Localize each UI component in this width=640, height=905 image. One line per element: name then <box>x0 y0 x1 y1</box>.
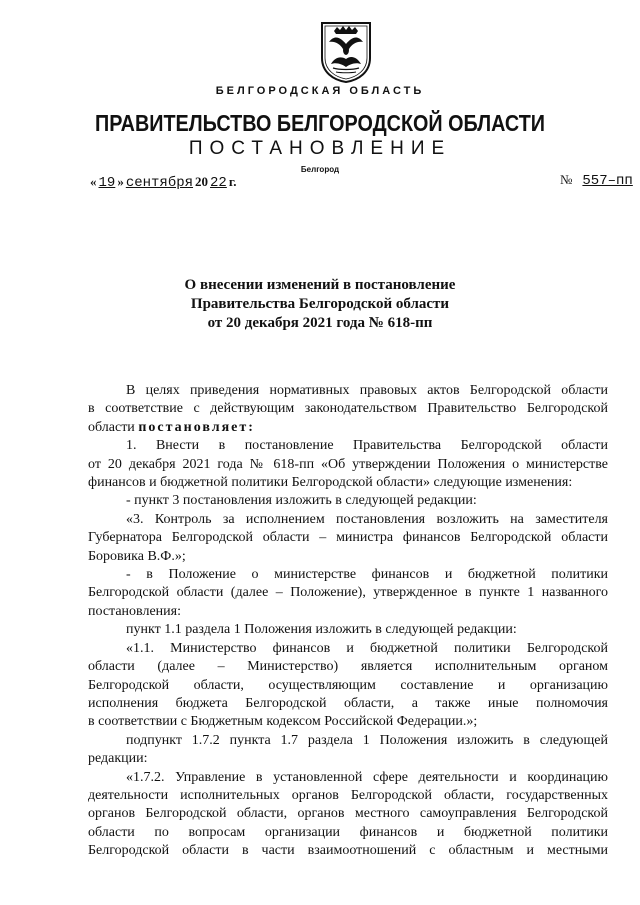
body-line: подпункт 1.7.2 пункта 1.7 раздела 1 Положения изложить в следующей <box>126 732 608 748</box>
body-line: деятельности исполнительных органов Белгородской области, государственных <box>88 787 608 803</box>
region-name: БЕЛГОРОДСКАЯ ОБЛАСТЬ <box>215 85 425 97</box>
body-line: органов Белгородской области, органов местного самоуправления Белгородской <box>88 806 608 822</box>
body-line: в соответствие с действующим законодательством Правительство Белгородской <box>88 401 608 417</box>
number-value: 557–пп <box>582 173 633 189</box>
subject-line: Правительства Белгородской области <box>190 296 450 312</box>
body-line: 1. Внести в постановление Правительства Белгородской области <box>126 438 608 454</box>
body-line: области (далее – Министерство) является исполнительным органом <box>88 659 608 675</box>
body-line: области по вопросам организации финансов и бюджетной политики <box>88 824 608 840</box>
body-line: редакции: <box>88 751 148 767</box>
body-line <box>88 419 608 437</box>
belgorod-coat-of-arms-icon <box>319 20 373 84</box>
body-line: Белгородской области, осуществляющим составление и организацию <box>88 677 608 693</box>
body-line: «1.7.2. Управление в установленной сфере деятельности и координацию <box>126 769 608 785</box>
document-date <box>90 174 237 191</box>
body-line: Губернатора Белгородской области – министра финансов Белгородской области <box>88 530 608 546</box>
body-line: - в Положение о министерстве финансов и бюджетной политики <box>126 567 608 583</box>
body-line: «1.1. Министерство финансов и бюджетной политики Белгородской <box>126 640 608 656</box>
document-number <box>560 172 633 189</box>
subject-line: О внесении изменений в постановление <box>184 277 456 293</box>
date-open-quote: « <box>90 174 97 189</box>
body-line: финансов и бюджетной политики Белгородской области» следующие изменения: <box>88 475 573 491</box>
resolves-word: постановляет: <box>138 419 255 435</box>
body-line: «3. Контроль за исполнением постановления возложить на заместителя <box>126 511 608 527</box>
body-line: в соответствии с Бюджетным кодексом Российской Федерации.»; <box>88 714 478 730</box>
date-year-suffix: 22 <box>210 175 227 191</box>
date-year-prefix: 20 <box>195 174 209 189</box>
date-month: сентября <box>125 175 194 191</box>
government-title: ПРАВИТЕЛЬСТВО БЕЛГОРОДСКОЙ ОБЛАСТИ <box>95 110 545 136</box>
date-close-quote: » <box>117 174 124 189</box>
intro-prefix: области <box>88 419 139 435</box>
body-line: исполнения бюджета Белгородской области, а также иные полномочия <box>88 695 608 711</box>
document-type: ПОСТАНОВЛЕНИЕ <box>188 138 452 159</box>
body-line: постановления: <box>88 603 181 619</box>
body-line: Белгородской области (далее – Положение), утвержденное в пункте 1 названного <box>88 585 608 601</box>
number-prefix: № <box>560 172 573 187</box>
date-day: 19 <box>98 175 116 191</box>
document-body <box>88 382 608 861</box>
city-name: Белгород <box>300 165 340 174</box>
body-line: Белгородской области в части взаимоотношений с областным и местными <box>88 843 608 859</box>
body-line: - пункт 3 постановления изложить в следующей редакции: <box>126 493 477 509</box>
subject-line: от 20 декабря 2021 года № 618-пп <box>207 315 433 331</box>
body-line: Боровика В.Ф.»; <box>88 548 186 564</box>
document-subject <box>0 276 640 333</box>
date-year-abbr: г. <box>228 174 237 189</box>
body-line: от 20 декабря 2021 года № 618-пп «Об утверждении Положения о министерстве <box>88 456 608 472</box>
body-line: В целях приведения нормативных правовых актов Белгородской области <box>126 383 608 398</box>
body-line: пункт 1.1 раздела 1 Положения изложить в следующей редакции: <box>126 622 517 638</box>
